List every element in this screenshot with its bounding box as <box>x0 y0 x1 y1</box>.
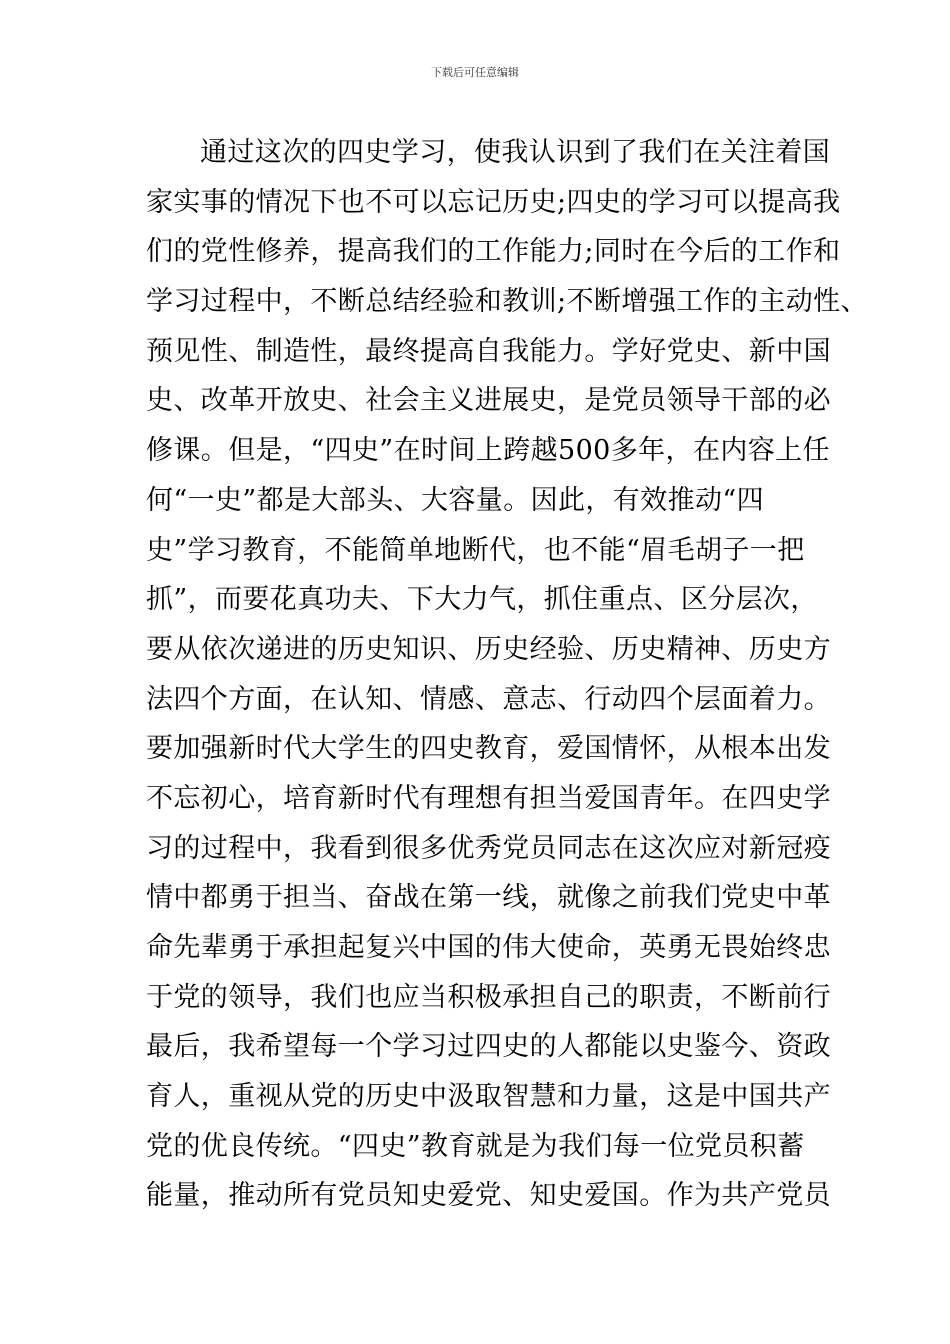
text-line: 何“一史”都是大部头、大容量。因此，有效推动“四 <box>146 484 765 516</box>
text-line: 家实事的情况下也不可以忘记历史;四史的学习可以提高我 <box>146 186 841 218</box>
text-line: 史”学习教育，不能简单地断代，也不能“眉毛胡子一把 <box>146 534 805 566</box>
text-line: 能量，推动所有党员知史爱党、知史爱国。作为共产党员 <box>146 1180 831 1212</box>
text-line: 最后，我希望每一个学习过四史的人都能以史鉴今、资政 <box>146 1031 831 1063</box>
text-line: 预见性、制造性，最终提高自我能力。学好党史、新中国 <box>146 335 831 367</box>
text-line: 史、改革开放史、社会主义进展史，是党员领导干部的必 <box>146 385 831 417</box>
text-line: 学习过程中，不断总结经验和教训;不断增强工作的主动性、 <box>146 286 868 318</box>
text-line: 要从依次递进的历史知识、历史经验、历史精神、历史方 <box>146 633 831 665</box>
text-line: 通过这次的四史学习，使我认识到了我们在关注着国 <box>200 137 831 168</box>
text-line: 习的过程中，我看到很多优秀党员同志在这次应对新冠疫 <box>146 832 831 864</box>
text-line: 修课。但是，“四史”在时间上跨越500多年，在内容上任 <box>146 435 830 467</box>
text-line: 要加强新时代大学生的四史教育，爱国情怀，从根本出发 <box>146 733 831 765</box>
text-line: 于党的领导，我们也应当积极承担自己的职责，不断前行 <box>146 981 831 1013</box>
text-line: 党的优良传统。“四史”教育就是为我们每一位党员积蓄 <box>146 1130 805 1162</box>
text-line: 育人，重视从党的历史中汲取智慧和力量，这是中国共产 <box>146 1081 831 1113</box>
text-line: 情中都勇于担当、奋战在第一线，就像之前我们党史中革 <box>146 882 831 914</box>
text-line: 不忘初心，培育新时代有理想有担当爱国青年。在四史学 <box>146 782 831 814</box>
text-line: 抓”，而要花真功夫、下大力气，抓住重点、区分层次， <box>146 584 818 616</box>
document-body <box>146 128 868 1221</box>
text-line: 们的党性修养，提高我们的工作能力;同时在今后的工作和 <box>146 236 841 268</box>
text-line: 命先辈勇于承担起复兴中国的伟大使命，英勇无畏始终忠 <box>146 932 831 963</box>
text-line: 法四个方面，在认知、情感、意志、行动四个层面着力。 <box>146 683 831 715</box>
page-header-note: 下载后可任意编辑 <box>431 66 519 79</box>
